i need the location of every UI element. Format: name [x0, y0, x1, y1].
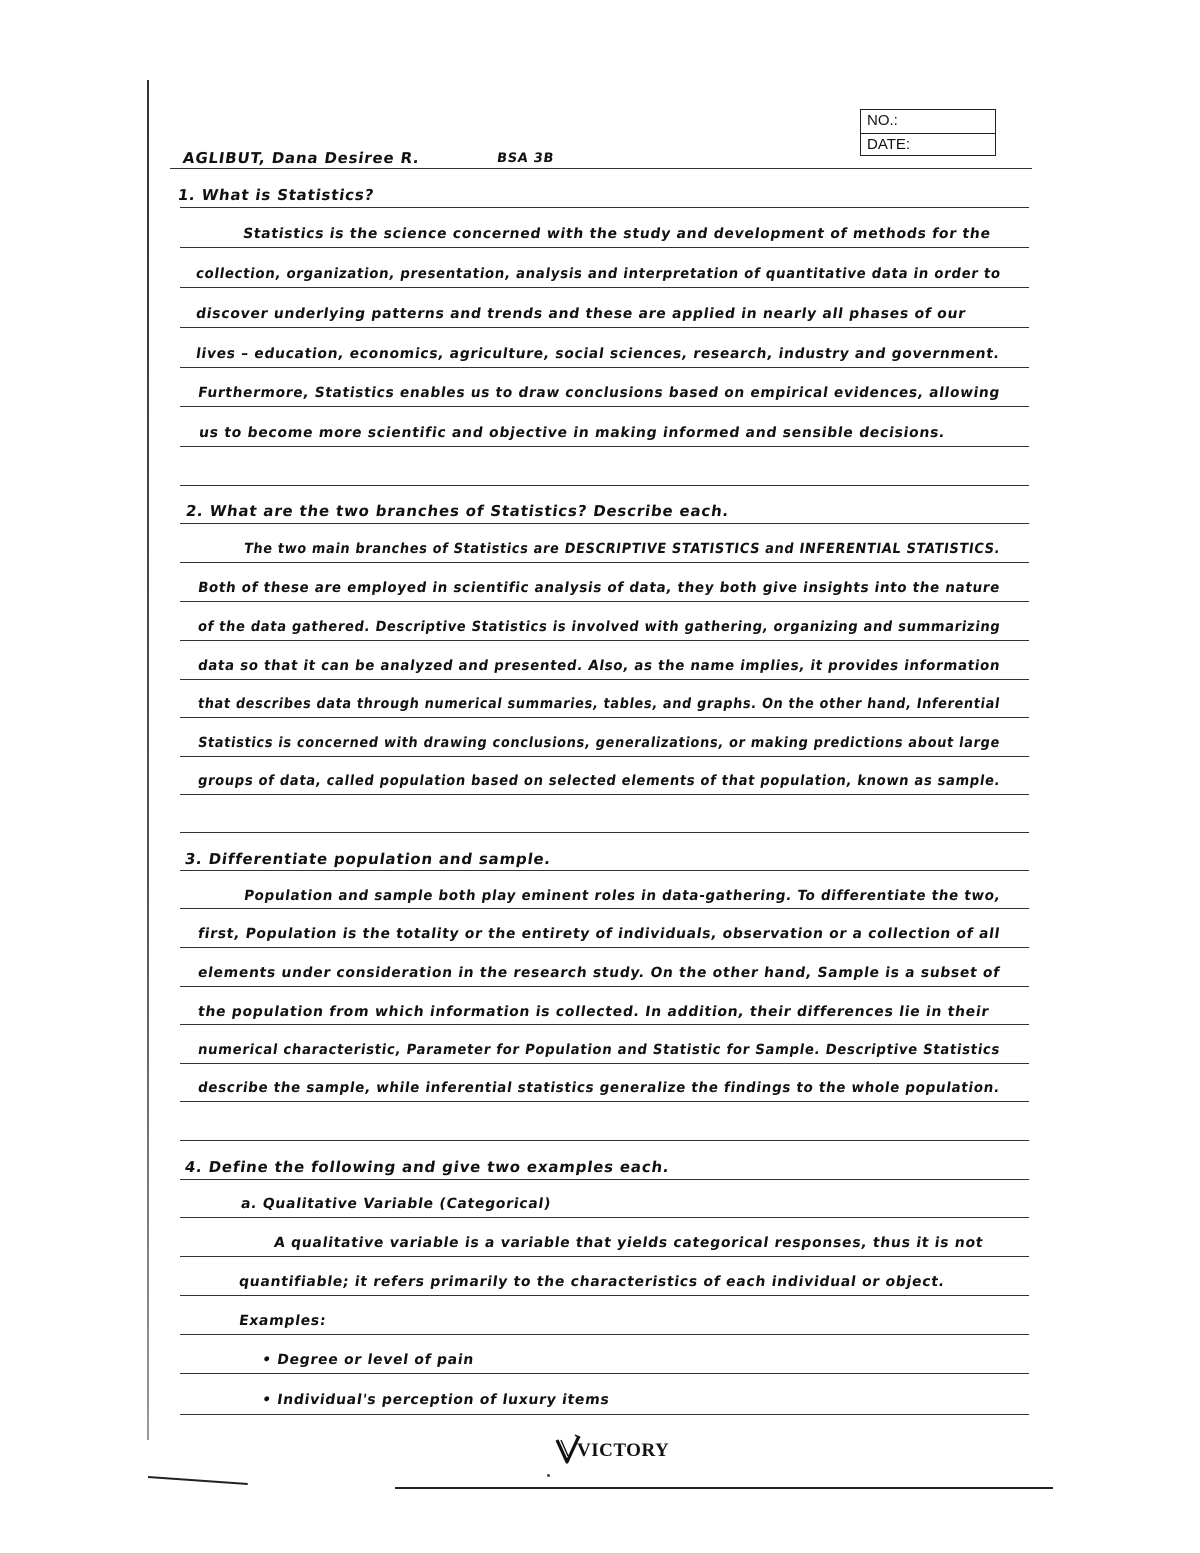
answer-line: Population and sample both play eminent roles in data-gathering. To differentiate the two,	[242, 888, 1002, 904]
ruled-line	[180, 756, 1029, 757]
answer-line: discover underlying patterns and trends and these are applied in nearly all phases of our	[194, 306, 967, 322]
ruled-line	[180, 207, 1029, 208]
question-4: 4. Define the following and give two examples each.	[183, 1158, 671, 1176]
ruled-line	[180, 986, 1029, 987]
ruled-line	[180, 247, 1029, 248]
ink-dot	[547, 1474, 550, 1477]
no-date-box	[860, 109, 996, 156]
answer-line: Both of these are employed in scientific analysis of data, they both give insights into the nature	[196, 580, 1002, 596]
answer-line: first, Population is the totality or the entirety of individuals, observation or a collection of all	[196, 926, 1002, 942]
ruled-line	[180, 870, 1029, 871]
answer-line: lives – education, economics, agriculture, social sciences, research, industry and government.	[194, 346, 1001, 362]
ruled-line	[180, 485, 1029, 486]
ruled-line	[180, 832, 1029, 833]
subheading-qualitative: a. Qualitative Variable (Categorical)	[239, 1196, 553, 1212]
victory-logo	[555, 1432, 669, 1466]
ruled-line	[180, 947, 1029, 948]
ruled-line	[180, 1179, 1029, 1180]
ruled-line	[180, 562, 1029, 563]
answer-line: Furthermore, Statistics enables us to draw conclusions based on empirical evidences, allowing	[196, 385, 1002, 401]
answer-line: elements under consideration in the research study. On the other hand, Sample is a subset of	[196, 965, 1002, 981]
date-label: DATE:	[867, 135, 911, 153]
answer-line: quantifiable; it refers primarily to the characteristics of each individual or object.	[237, 1274, 946, 1290]
answer-line: data so that it can be analyzed and presented. Also, as the name implies, it provides information	[196, 658, 1002, 674]
ruled-line	[180, 679, 1029, 680]
examples-label: Examples:	[237, 1313, 328, 1329]
example-item: • Degree or level of pain	[260, 1352, 476, 1368]
ruled-line	[180, 523, 1029, 524]
ruled-line	[180, 1024, 1029, 1025]
student-section: BSA 3B	[495, 151, 556, 166]
ruled-line	[180, 717, 1029, 718]
question-2: 2. What are the two branches of Statistics? Describe each.	[184, 502, 731, 520]
ruled-line	[170, 168, 1032, 169]
ruled-line	[180, 1295, 1029, 1296]
ruled-line	[180, 406, 1029, 407]
ruled-line	[180, 1063, 1029, 1064]
ruled-line	[180, 908, 1029, 909]
bottom-line-left	[148, 1476, 248, 1485]
answer-line: describe the sample, while inferential statistics generalize the findings to the whole population.	[196, 1080, 1001, 1096]
ruled-line	[180, 1414, 1029, 1415]
ruled-line	[180, 327, 1029, 328]
ruled-line	[180, 640, 1029, 641]
ruled-line	[180, 1256, 1029, 1257]
question-1: 1. What is Statistics?	[176, 186, 376, 204]
answer-line: numerical characteristic, Parameter for Population and Statistic for Sample. Descriptive Statistics	[196, 1042, 1002, 1058]
ruled-line	[180, 446, 1029, 447]
answer-line: groups of data, called population based on selected elements of that population, known as sample.	[196, 773, 1002, 789]
answer-line: Statistics is concerned with drawing conclusions, generalizations, or making predictions about large	[196, 735, 1002, 751]
answer-line: The two main branches of Statistics are DESCRIPTIVE STATISTICS and INFERENTIAL STATISTICS.	[242, 541, 1002, 557]
answer-line: of the data gathered. Descriptive Statistics is involved with gathering, organizing and summarizing	[196, 619, 1002, 635]
ruled-line	[180, 1140, 1029, 1141]
answer-line: us to become more scientific and objective in making informed and sensible decisions.	[197, 425, 947, 441]
student-name: AGLIBUT, Dana Desiree R.	[181, 149, 421, 167]
margin-line	[147, 80, 149, 1440]
bottom-line-right	[395, 1487, 1053, 1489]
ruled-line	[180, 1373, 1029, 1374]
example-item: • Individual's perception of luxury items	[260, 1392, 611, 1408]
answer-line: the population from which information is collected. In addition, their differences lie in their	[196, 1004, 991, 1020]
answer-line: that describes data through numerical summaries, tables, and graphs. On the other hand, Inferential	[196, 696, 1002, 712]
ruled-line	[180, 287, 1029, 288]
no-label: NO.:	[861, 110, 995, 134]
answer-line: Statistics is the science concerned with the study and development of methods for the	[241, 226, 992, 242]
ruled-line	[180, 794, 1029, 795]
ruled-line	[180, 367, 1029, 368]
ruled-line	[180, 1217, 1029, 1218]
ruled-line	[180, 1101, 1029, 1102]
ruled-line	[180, 1334, 1029, 1335]
answer-line: collection, organization, presentation, analysis and interpretation of quantitative data in order to	[194, 266, 1002, 282]
ruled-line	[180, 601, 1029, 602]
question-3: 3. Differentiate population and sample.	[183, 850, 553, 868]
answer-line: A qualitative variable is a variable that yields categorical responses, thus it is not	[272, 1235, 985, 1251]
brand-name: VICTORY	[577, 1440, 670, 1461]
